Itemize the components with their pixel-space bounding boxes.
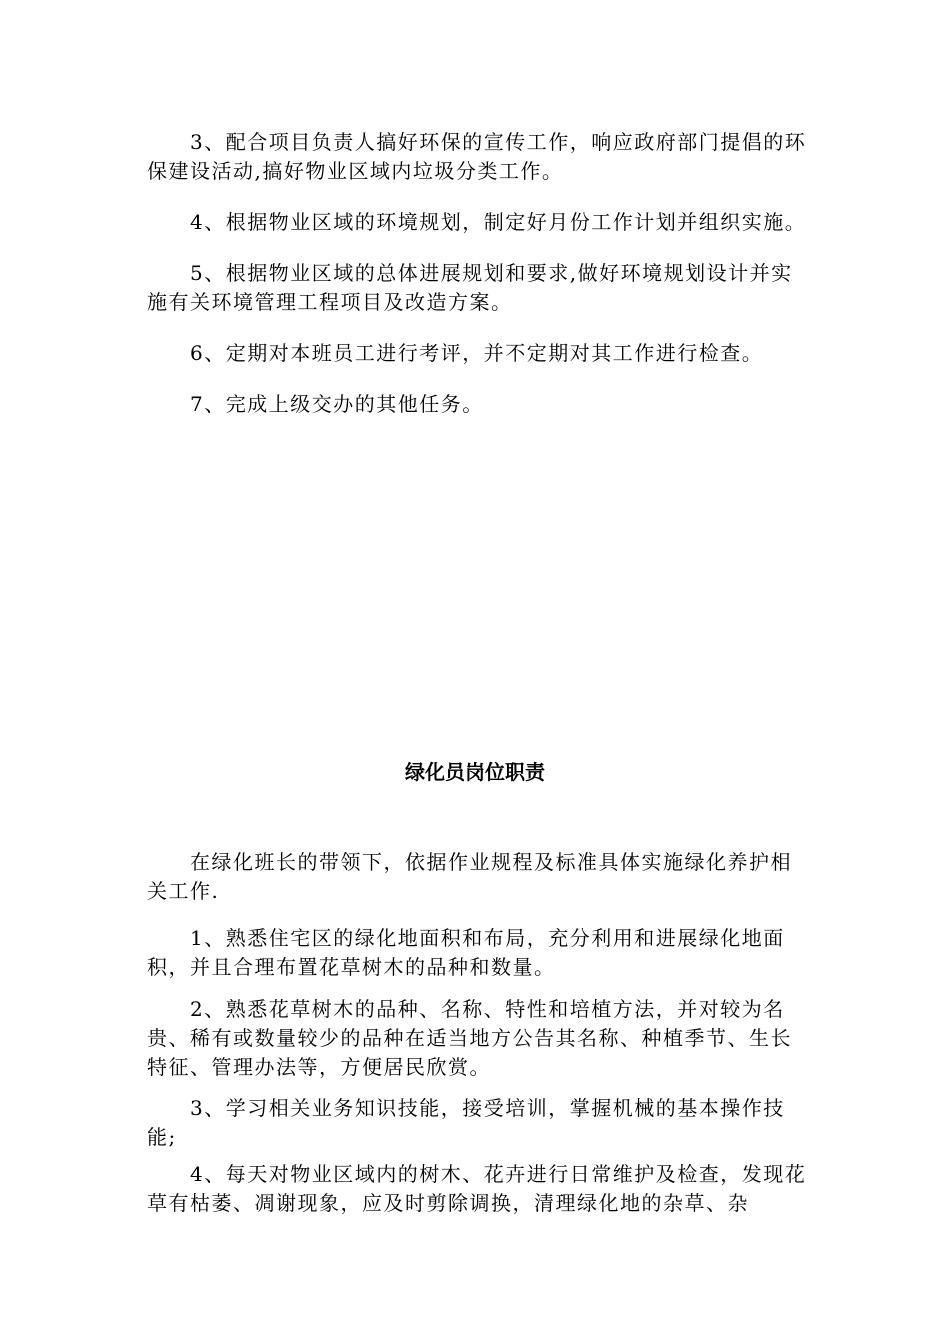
greening-item-3: 3、学习相关业务知识技能，接受培训，掌握机械的基本操作技能; <box>147 1096 785 1149</box>
duty-item-6: 6、定期对本班员工进行考评，并不定期对其工作进行检查。 <box>190 341 764 365</box>
section-intro: 在绿化班长的带领下，依据作业规程及标准具体实施绿化养护相关工作. <box>147 850 792 903</box>
duty-item-7: 7、完成上级交办的其他任务。 <box>190 392 484 416</box>
section-title: 绿化员岗位职责 <box>405 760 545 784</box>
greening-item-2: 2、熟悉花草树木的品种、名称、特性和培植方法，并对较为名贵、稀有或数量较少的品种在适当地方公告其名称、种植季节、生长特征、管理办法等，方便居民欣赏。 <box>147 997 792 1079</box>
duty-item-4: 4、根据物业区域的环境规划，制定好月份工作计划并组织实施。 <box>190 210 807 234</box>
duty-item-5: 5、根据物业区域的总体进展规划和要求,做好环境规划设计并实施有关环境管理工程项目及改造方案。 <box>147 261 793 314</box>
duty-item-3: 3、配合项目负责人搞好环保的宣传工作，响应政府部门提倡的环保建设活动,搞好物业区域内垃圾分类工作。 <box>147 130 807 183</box>
greening-item-4: 4、每天对物业区域内的树木、花卉进行日常维护及检查，发现花草有枯萎、凋谢现象，应及时剪除调换，清理绿化地的杂草、杂 <box>147 1162 807 1215</box>
greening-item-1: 1、熟悉住宅区的绿化地面积和布局，充分利用和进展绿化地面积，并且合理布置花草树木的品种和数量。 <box>147 926 785 979</box>
